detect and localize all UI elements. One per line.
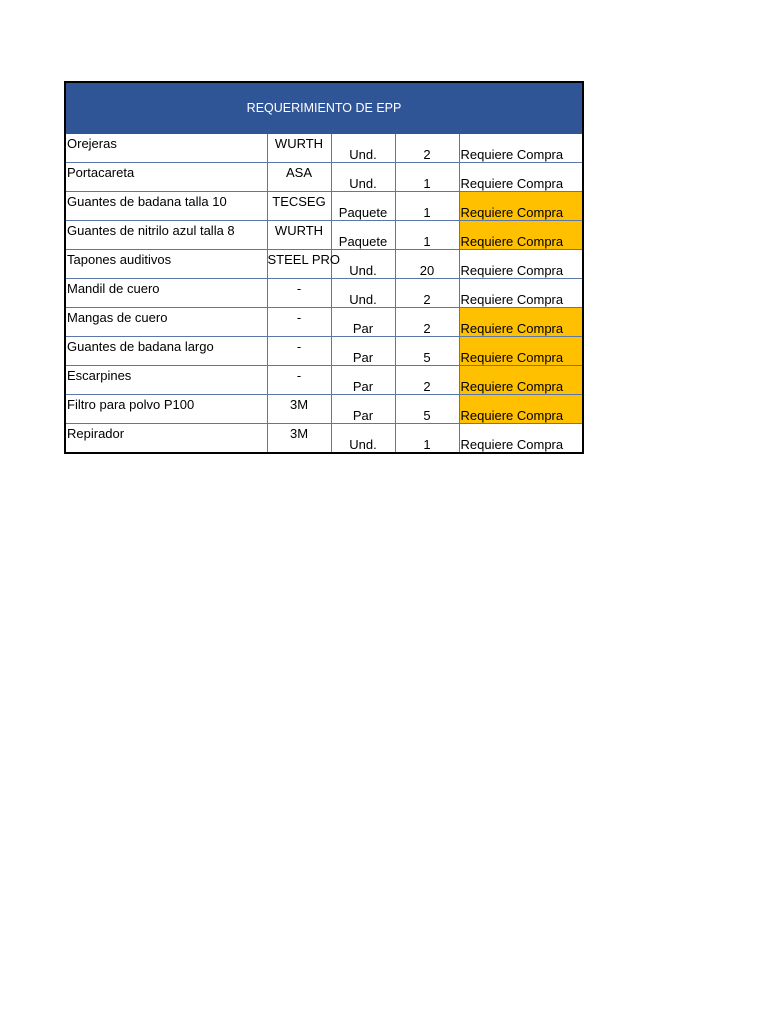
- quantity-cell: 5: [395, 337, 459, 366]
- unit-cell: Paquete: [331, 221, 395, 250]
- brand-cell: WURTH: [267, 221, 331, 250]
- quantity-cell: 1: [395, 192, 459, 221]
- status-cell: Requiere Compra: [459, 279, 583, 308]
- unit-cell: Par: [331, 308, 395, 337]
- quantity-cell: 1: [395, 163, 459, 192]
- unit-cell: Und.: [331, 163, 395, 192]
- unit-cell: Und.: [331, 279, 395, 308]
- status-cell: Requiere Compra: [459, 366, 583, 395]
- item-name-cell: Guantes de badana largo: [65, 337, 267, 366]
- brand-cell: ASA: [267, 163, 331, 192]
- quantity-cell: 2: [395, 308, 459, 337]
- status-cell: Requiere Compra: [459, 163, 583, 192]
- table-row: [65, 134, 583, 163]
- status-cell: Requiere Compra: [459, 308, 583, 337]
- unit-cell: Par: [331, 337, 395, 366]
- item-name-cell: Guantes de badana talla 10: [65, 192, 267, 221]
- status-cell: Requiere Compra: [459, 250, 583, 279]
- table-row: [65, 250, 583, 279]
- table-row: [65, 192, 583, 221]
- brand-cell: STEEL PRO: [267, 250, 331, 279]
- item-name-cell: Escarpines: [65, 366, 267, 395]
- status-cell: Requiere Compra: [459, 221, 583, 250]
- table-row: [65, 308, 583, 337]
- unit-cell: Und.: [331, 250, 395, 279]
- table-title: REQUERIMIENTO DE EPP: [65, 82, 583, 134]
- epp-requirements-table: [64, 81, 584, 454]
- table-row: [65, 395, 583, 424]
- unit-cell: Und.: [331, 424, 395, 454]
- brand-cell: -: [267, 337, 331, 366]
- brand-cell: -: [267, 366, 331, 395]
- brand-cell: 3M: [267, 424, 331, 454]
- unit-cell: Par: [331, 395, 395, 424]
- unit-cell: Paquete: [331, 192, 395, 221]
- brand-cell: TECSEG: [267, 192, 331, 221]
- brand-cell: WURTH: [267, 134, 331, 163]
- item-name-cell: Tapones auditivos: [65, 250, 267, 279]
- item-name-cell: Portacareta: [65, 163, 267, 192]
- quantity-cell: 1: [395, 221, 459, 250]
- item-name-cell: Mangas de cuero: [65, 308, 267, 337]
- table-row: [65, 337, 583, 366]
- table-row: [65, 163, 583, 192]
- quantity-cell: 2: [395, 366, 459, 395]
- item-name-cell: Guantes de nitrilo azul talla 8: [65, 221, 267, 250]
- quantity-cell: 2: [395, 134, 459, 163]
- item-name-cell: Filtro para polvo P100: [65, 395, 267, 424]
- brand-cell: -: [267, 279, 331, 308]
- item-name-cell: Mandil de cuero: [65, 279, 267, 308]
- status-cell: Requiere Compra: [459, 337, 583, 366]
- item-name-cell: Orejeras: [65, 134, 267, 163]
- table-row: [65, 366, 583, 395]
- table-row: [65, 424, 583, 454]
- table-row: [65, 221, 583, 250]
- brand-cell: -: [267, 308, 331, 337]
- quantity-cell: 1: [395, 424, 459, 454]
- brand-cell: 3M: [267, 395, 331, 424]
- unit-cell: Und.: [331, 134, 395, 163]
- quantity-cell: 2: [395, 279, 459, 308]
- table-row: [65, 279, 583, 308]
- status-cell: Requiere Compra: [459, 395, 583, 424]
- quantity-cell: 20: [395, 250, 459, 279]
- status-cell: Requiere Compra: [459, 134, 583, 163]
- item-name-cell: Repirador: [65, 424, 267, 454]
- status-cell: Requiere Compra: [459, 192, 583, 221]
- unit-cell: Par: [331, 366, 395, 395]
- quantity-cell: 5: [395, 395, 459, 424]
- status-cell: Requiere Compra: [459, 424, 583, 454]
